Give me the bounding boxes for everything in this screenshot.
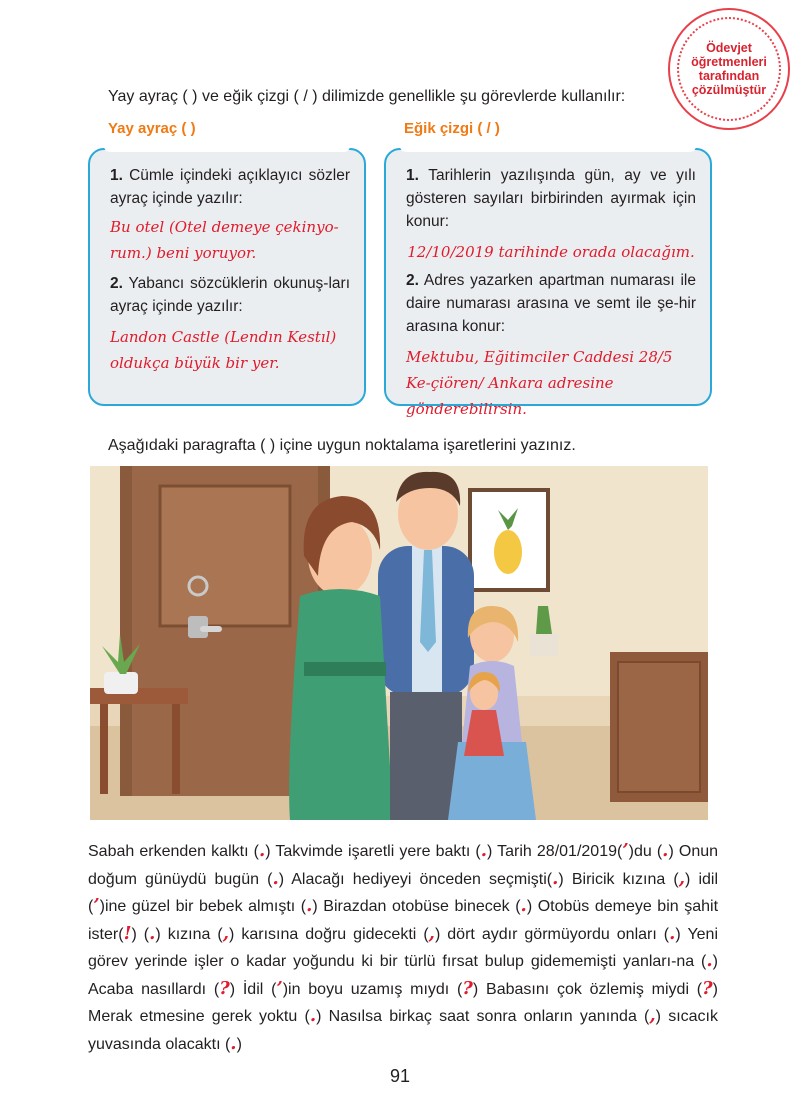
punctuation-answer[interactable]: . [552, 867, 559, 889]
para-text: ) Nasılsa birkaç saat sonra onların yanında ( [316, 1008, 650, 1025]
punctuation-answer[interactable]: . [480, 840, 487, 861]
para-text: ) idil ( [88, 870, 719, 915]
para-text: )du ( [628, 843, 663, 860]
para-text: ) Merak etmesine gerek yoktu ( [88, 980, 718, 1025]
punctuation-answer[interactable]: . [258, 840, 266, 861]
stamp-line: çözülmüştür [691, 83, 767, 97]
box-tab [104, 144, 350, 152]
right-heading: Eğik çizgi ( / ) [404, 120, 500, 137]
page-number: 91 [389, 1066, 411, 1086]
para-text: ) sıcacık yuvasında olacaktı ( [88, 1008, 718, 1053]
handwritten-example: Mektubu, Eğitimciler Caddesi 28/5 Ke-çiören/ Ankara adresine gönderebilirsin. [406, 348, 673, 418]
solution-stamp [668, 8, 790, 130]
punctuation-answer[interactable]: . [669, 922, 676, 944]
punctuation-answer[interactable]: ? [219, 977, 230, 999]
para-text: ) dört aydır görmüyordu onları ( [434, 925, 670, 943]
para-text: )in boyu uzamış mıydı ( [282, 980, 463, 998]
para-text: ) Babasını çok özlemiş miydi ( [472, 980, 703, 998]
punctuation-answer[interactable]: . [306, 895, 313, 916]
punctuation-answer[interactable]: ? [702, 977, 713, 999]
handwritten-example: 12/10/2019 tarihinde orada olacağım. [407, 243, 695, 261]
para-text: ) kızına ( [155, 925, 223, 943]
stamp-inner-ring [677, 17, 781, 121]
para-text: ) ( [131, 925, 150, 943]
stamp-line: tarafından [698, 69, 760, 83]
para-text: ) Otobüs demeye bin şahit ister( [88, 898, 719, 943]
rule-number: 2. [110, 275, 123, 292]
para-text: ) İdil ( [229, 980, 277, 998]
rule-2 [406, 269, 696, 338]
handwritten-example: Landon Castle (Lendın Kestıl) oldukça büyük bir yer. [110, 328, 337, 372]
rule-2 [110, 272, 350, 318]
rule-number: 2. [406, 272, 419, 289]
punctuation-answer[interactable]: . [272, 867, 279, 889]
exercise-paragraph [88, 838, 718, 1058]
rule-text: Yabancı sözcüklerin okunuş-ları ayraç içinde yazılır: [110, 275, 351, 315]
para-text: ) [236, 1035, 242, 1053]
punctuation-answer[interactable]: . [149, 922, 156, 944]
para-text: ) Alacağı hediyeyi önceden seçmişti( [278, 870, 553, 888]
punctuation-answer[interactable]: ’ [93, 895, 100, 916]
parentheses-rules-box [88, 148, 366, 406]
punctuation-answer[interactable]: . [662, 840, 669, 861]
punctuation-answer[interactable]: . [520, 895, 527, 916]
punctuation-answer[interactable]: , [649, 1005, 656, 1026]
para-text: ) Birazdan otobüse binecek ( [312, 898, 521, 915]
exercise-instruction: Aşağıdaki paragrafta ( ) içine uygun noktalama işaretlerini yazınız. [108, 437, 576, 454]
para-text: ) Biricik kızına ( [558, 870, 679, 888]
rule-text: Cümle içindeki açıklayıcı sözler ayraç içinde yazılır: [110, 167, 350, 207]
punctuation-answer[interactable]: , [678, 867, 686, 889]
para-text: ) Tarih 28/01/2019( [487, 843, 623, 860]
handwritten-example: Bu otel (Otel demeye çekinyo-rum.) beni yoruyor. [110, 218, 339, 262]
family-illustration [90, 466, 708, 820]
intro-text: Yay ayraç ( ) ve eğik çizgi ( / ) dilimizde genellikle şu görevlerde kullanılır: [108, 88, 626, 105]
left-heading: Yay ayraç ( ) [108, 120, 196, 137]
rule-number: 1. [110, 167, 123, 184]
para-text: Sabah erkenden kalktı ( [88, 843, 259, 860]
punctuation-answer[interactable]: , [428, 922, 435, 944]
rule-text: Tarihlerin yazılışında gün, ay ve yılı gösteren sayıları birbirinden ayırmak için konur: [406, 167, 696, 230]
para-text: ) Takvimde işaretli yere baktı ( [265, 843, 481, 860]
punctuation-answer[interactable]: . [706, 950, 713, 971]
punctuation-answer[interactable]: ’ [622, 840, 629, 861]
punctuation-answer[interactable]: ! [123, 922, 132, 944]
punctuation-answer[interactable]: . [309, 1005, 317, 1026]
rule-text: Adres yazarken apartman numarası ile daire numarası arasına ve semt ile şe-hir arasına konur: [406, 272, 696, 335]
stamp-line: öğretmenleri [691, 55, 767, 69]
rule-1 [406, 164, 696, 233]
punctuation-answer[interactable]: , [222, 922, 230, 944]
para-text: ) Acaba nasıllardı ( [88, 953, 718, 998]
rule-1 [110, 164, 350, 210]
punctuation-answer[interactable]: ? [462, 977, 473, 999]
rule-number: 1. [406, 167, 419, 184]
para-text: ) Onun doğum günüydü bugün ( [88, 843, 719, 888]
para-text: )ine güzel bir bebek almıştı ( [99, 898, 307, 915]
box-tab [400, 144, 696, 152]
family-scene [90, 466, 708, 820]
punctuation-answer[interactable]: ’ [276, 977, 283, 999]
stamp-line: Ödevjet [706, 41, 752, 55]
para-text: ) karısına doğru gidecekti ( [229, 925, 429, 943]
para-text: ) Yeni görev yerinde işler o kadar yoğundu ki bir türlü fırsat bulup gidememişti yanları-na ( [88, 925, 719, 970]
punctuation-answer[interactable]: . [230, 1032, 237, 1054]
slash-rules-box [384, 148, 712, 418]
